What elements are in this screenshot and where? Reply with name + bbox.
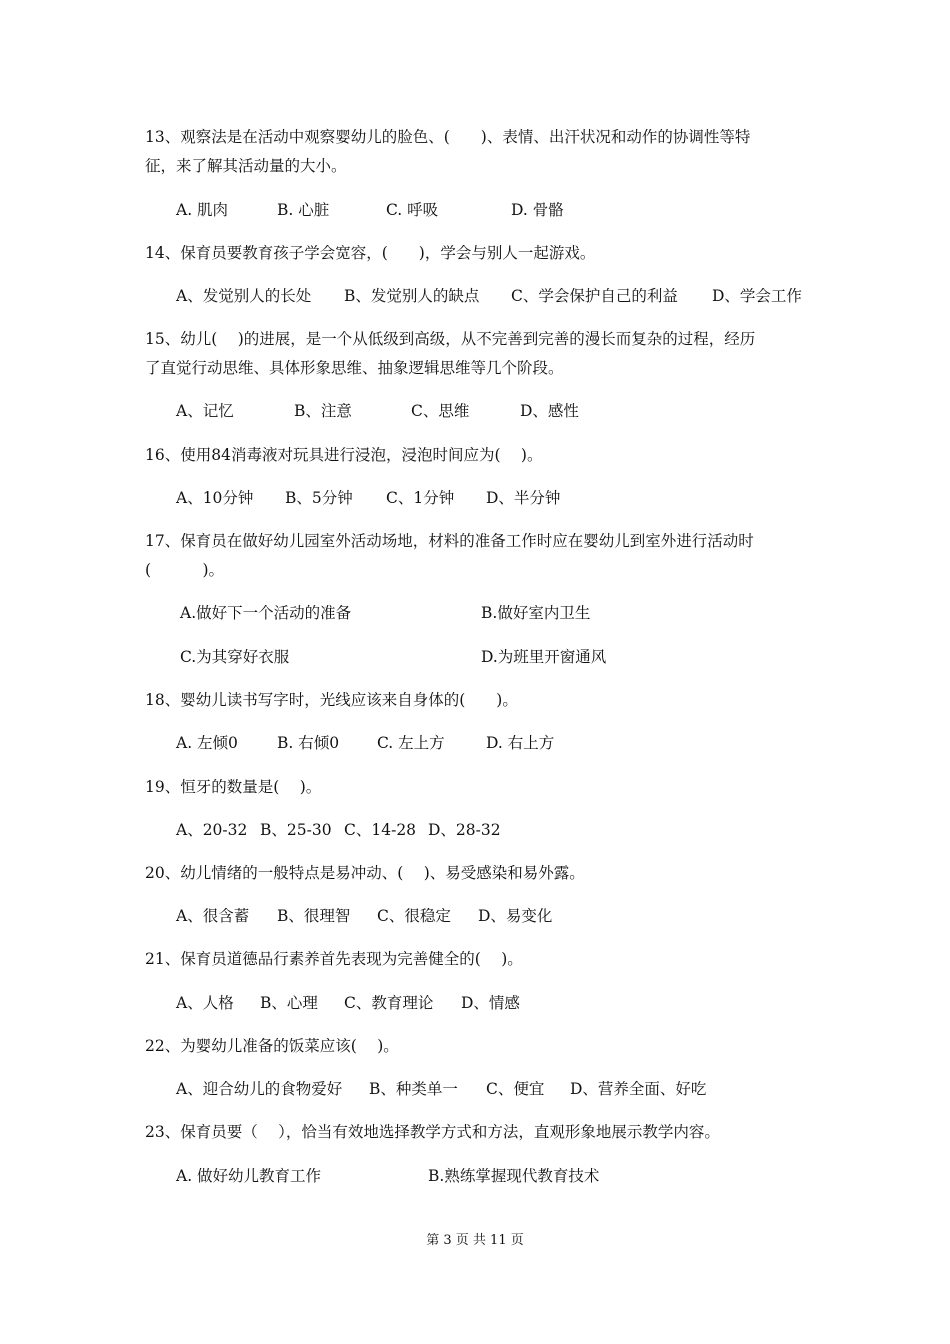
question-20-option-a: A、很含蓄 — [176, 907, 250, 925]
question-13-option-d: D. 骨骼 — [511, 201, 564, 219]
question-16-stem-line-1: 16、使用84消毒液对玩具进行浸泡，浸泡时间应为( )。 — [145, 446, 543, 464]
question-18-option-b: B. 右倾0 — [277, 734, 340, 752]
question-15-option-d: D、感性 — [520, 402, 579, 420]
question-13-option-a: A. 肌肉 — [176, 201, 229, 219]
question-17-option-a: A.做好下一个活动的准备 — [180, 604, 352, 622]
question-23-stem-line-1: 23、保育员要（ ），恰当有效地选择教学方式和方法，直观形象地展示教学内容。 — [145, 1123, 720, 1141]
question-14-option-a: A、发觉别人的长处 — [176, 287, 312, 305]
question-19-option-a: A、20-32 — [176, 821, 248, 839]
question-21-option-c: C、教育理论 — [344, 994, 434, 1012]
question-21-option-b: B、心理 — [260, 994, 318, 1012]
question-14-option-b: B、发觉别人的缺点 — [344, 287, 480, 305]
question-20-option-b: B、很理智 — [277, 907, 351, 925]
question-19-stem-line-1: 19、恒牙的数量是( )。 — [145, 778, 322, 796]
question-16-option-a: A、10分钟 — [176, 489, 254, 507]
question-17-stem-line-2: ( )。 — [145, 561, 225, 579]
question-19-option-b: B、25-30 — [260, 821, 332, 839]
question-20-option-c: C、很稳定 — [377, 907, 451, 925]
question-13-stem-line-2: 征，来了解其活动量的大小。 — [145, 157, 347, 175]
question-17-option-b: B.做好室内卫生 — [481, 604, 591, 622]
question-17-option-d: D.为班里开窗通风 — [481, 648, 607, 666]
question-15-option-b: B、注意 — [294, 402, 352, 420]
question-15-option-a: A、记忆 — [176, 402, 234, 420]
question-13-stem-line-1: 13、观察法是在活动中观察婴幼儿的脸色、( )、表情、出汗状况和动作的协调性等特 — [145, 128, 751, 146]
question-17-stem-line-1: 17、保育员在做好幼儿园室外活动场地，材料的准备工作时应在婴幼儿到室外进行活动时 — [145, 532, 754, 550]
question-15-stem-line-2: 了直觉行动思维、具体形象思维、抽象逻辑思维等几个阶段。 — [145, 359, 564, 377]
question-20-option-d: D、易变化 — [478, 907, 553, 925]
question-23-option-a: A. 做好幼儿教育工作 — [176, 1167, 322, 1185]
question-17-option-c: C.为其穿好衣服 — [180, 648, 290, 666]
question-22-option-b: B、种类单一 — [369, 1080, 458, 1098]
question-18-stem-line-1: 18、婴幼儿读书写字时，光线应该来自身体的( )。 — [145, 691, 518, 709]
question-14-option-c: C、学会保护自己的利益 — [511, 287, 678, 305]
question-18-option-c: C. 左上方 — [377, 734, 445, 752]
question-18-option-d: D. 右上方 — [486, 734, 555, 752]
question-13-option-b: B. 心脏 — [277, 201, 330, 219]
question-18-option-a: A. 左倾0 — [176, 734, 238, 752]
question-19-option-c: C、14-28 — [344, 821, 417, 839]
question-22-option-c: C、便宜 — [486, 1080, 545, 1098]
question-20-stem-line-1: 20、幼儿情绪的一般特点是易冲动、( )、易受感染和易外露。 — [145, 864, 585, 882]
question-22-option-d: D、营养全面、好吃 — [570, 1080, 707, 1098]
question-22-option-a: A、迎合幼儿的食物爱好 — [176, 1080, 343, 1098]
page-number-footer: 第 3 页 共 11 页 — [426, 1233, 524, 1248]
question-15-option-c: C、思维 — [411, 402, 470, 420]
question-23-option-b: B.熟练掌握现代教育技术 — [428, 1167, 600, 1185]
question-21-option-d: D、情感 — [461, 994, 520, 1012]
question-16-option-c: C、1分钟 — [386, 489, 455, 507]
question-13-option-c: C. 呼吸 — [386, 201, 439, 219]
question-16-option-d: D、半分钟 — [486, 489, 561, 507]
question-21-option-a: A、人格 — [176, 994, 234, 1012]
question-19-option-d: D、28-32 — [428, 821, 501, 839]
question-16-option-b: B、5分钟 — [285, 489, 353, 507]
question-14-option-d: D、学会工作 — [712, 287, 802, 305]
question-15-stem-line-1: 15、幼儿( )的进展，是一个从低级到高级，从不完善到完善的漫长而复杂的过程，经历 — [145, 330, 756, 348]
question-14-stem-line-1: 14、保育员要教育孩子学会宽容，( )，学会与别人一起游戏。 — [145, 244, 596, 262]
question-21-stem-line-1: 21、保育员道德品行素养首先表现为完善健全的( )。 — [145, 950, 523, 968]
question-22-stem-line-1: 22、为婴幼儿准备的饭菜应该( )。 — [145, 1037, 399, 1055]
